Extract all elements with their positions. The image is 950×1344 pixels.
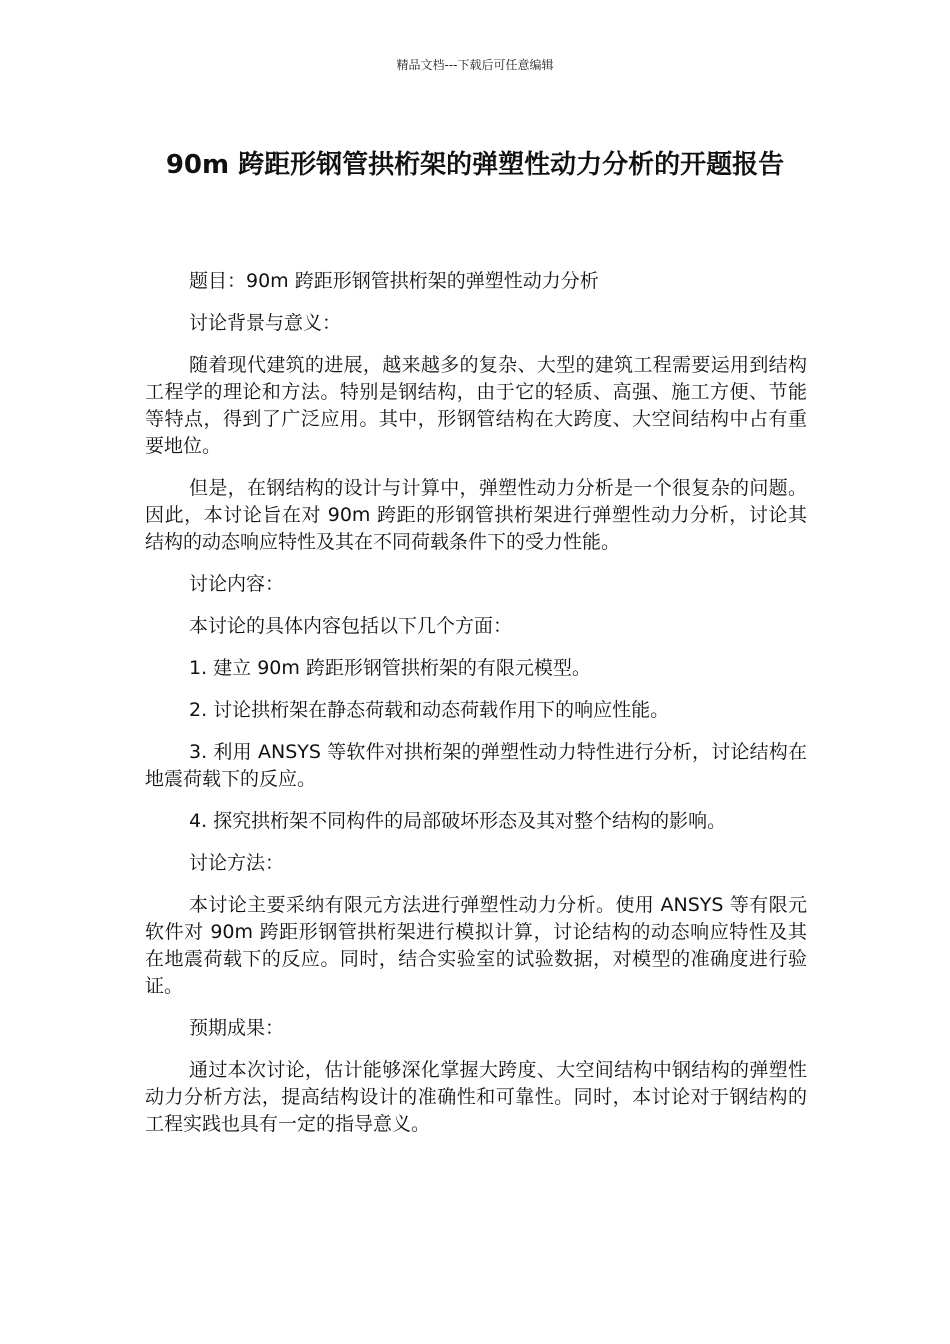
document-title: 90m 跨距形钢管拱桁架的弹塑性动力分析的开题报告 [165, 150, 785, 180]
content-item-4: 4. 探究拱桁架不同构件的局部破坏形态及其对整个结构的影响。 [189, 810, 727, 832]
content-item-1: 1. 建立 90m 跨距形钢管拱桁架的有限元模型。 [189, 657, 591, 679]
section-heading-content: 讨论内容： [189, 573, 285, 595]
content-item-3: 3. 利用 ANSYS 等软件对拱桁架的弹塑性动力特性进行分析，讨论结构在地震荷载下的反应。 [145, 741, 807, 790]
content-intro: 本讨论的具体内容包括以下几个方面： [189, 615, 513, 637]
section-heading-background: 讨论背景与意义： [189, 312, 342, 334]
method-paragraph: 本讨论主要采纳有限元方法进行弹塑性动力分析。使用 ANSYS 等有限元软件对 90m 跨距形钢管拱桁架进行模拟计算，讨论结构的动态响应特性及其在地震荷载下的反应。同时，结合实验室的试验数据，对模型的准确度进行验证。 [145, 894, 807, 997]
topic-line: 题目：90m 跨距形钢管拱桁架的弹塑性动力分析 [189, 270, 599, 292]
section-heading-method: 讨论方法： [189, 852, 285, 874]
outcomes-paragraph: 通过本次讨论，估计能够深化掌握大跨度、大空间结构中钢结构的弹塑性动力分析方法，提高结构设计的准确性和可靠性。同时，本讨论对于钢结构的工程实践也具有一定的指导意义。 [145, 1059, 807, 1135]
document-body [145, 268, 807, 1153]
background-paragraph: 随着现代建筑的进展，越来越多的复杂、大型的建筑工程需要运用到结构工程学的理论和方法。特别是钢结构，由于它的轻质、高强、施工方便、节能等特点，得到了广泛应用。其中，形钢管结构在大跨度、大空间结构中占有重要地位。 [145, 354, 807, 457]
section-heading-outcomes: 预期成果： [189, 1017, 285, 1039]
problem-paragraph: 但是，在钢结构的设计与计算中，弹塑性动力分析是一个很复杂的问题。因此，本讨论旨在对 90m 跨距的形钢管拱桁架进行弹塑性动力分析，讨论其结构的动态响应特性及其在不同荷载条件下的受力性能。 [145, 477, 807, 553]
header-note: 精品文档---下载后可任意编辑 [396, 58, 554, 72]
content-item-2: 2. 讨论拱桁架在静态荷载和动态荷载作用下的响应性能。 [189, 699, 670, 721]
